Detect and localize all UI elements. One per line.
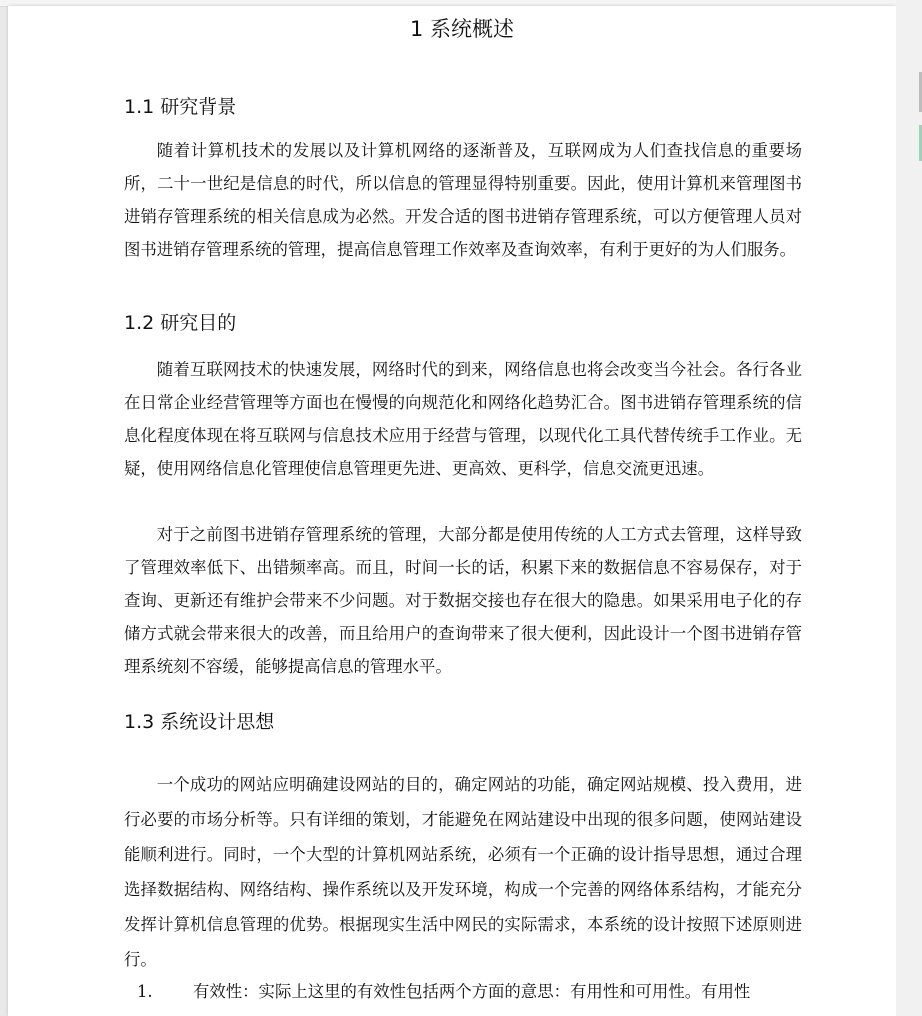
section-heading-1-1: 1.1 研究背景 (124, 96, 237, 118)
chapter-title: 1 系统概述 (409, 17, 515, 41)
right-gutter (896, 0, 922, 1016)
paragraph-design-thinking: 一个成功的网站应明确建设网站的目的，确定网站的功能，确定网站规模、投入费用，进行必要的市场分析等。只有详细的策划，才能避免在网站建设中出现的很多问题，使网站建设能顺利进行。同时，一个大型的计算机网站系统，必须有一个正确的设计指导思想，通过合理选择数据结构、网络结构、操作系统以及开发环境，构成一个完善的网络体系结构，才能充分发挥计算机信息管理的优势。根据现实生活中网民的实际需求，本系统的设计按照下述原则进行。 (124, 775, 802, 969)
list-item-number: 1. (137, 982, 153, 1001)
list-item-text: 有效性：实际上这里的有效性包括两个方面的意思：有用性和可用性。有用性 (193, 982, 751, 1001)
paragraph-research-background: 随着计算机技术的发展以及计算机网络的逐渐普及，互联网成为人们查找信息的重要场所，二十一世纪是信息的时代，所以信息的管理显得特别重要。因此，使用计算机来管理图书进销存管理系统的相关信息成为必然。开发合适的图书进销存管理系统，可以方便管理人员对图书进销存管理系统的管理，提高信息管理工作效率及查询效率，有利于更好的为人们服务。 (124, 141, 802, 259)
paragraph-research-purpose-2: 对于之前图书进销存管理系统的管理，大部分都是使用传统的人工方式去管理，这样导致了管理效率低下、出错频率高。而且，时间一长的话，积累下来的数据信息不容易保存，对于查询、更新还有维护会带来不少问题。对于数据交接也存在很大的隐患。如果采用电子化的存储方式就会带来很大的改善，而且给用户的查询带来了很大便利，因此设计一个图书进销存管理系统刻不容缓，能够提高信息的管理水平。 (124, 525, 802, 676)
document-page (8, 6, 896, 1016)
section-heading-1-2: 1.2 研究目的 (124, 312, 237, 334)
section-heading-1-3: 1.3 系统设计思想 (124, 711, 275, 733)
list-item (137, 975, 827, 1009)
paragraph-research-purpose-1: 随着互联网技术的快速发展，网络时代的到来，网络信息也将会改变当今社会。各行各业在日常企业经营管理等方面也在慢慢的向规范化和网络化趋势汇合。图书进销存管理系统的信息化程度体现在将互联网与信息技术应用于经营与管理，以现代化工具代替传统手工作业。无疑，使用网络信息化管理使信息管理更先进、更高效、更科学，信息交流更迅速。 (124, 360, 802, 478)
